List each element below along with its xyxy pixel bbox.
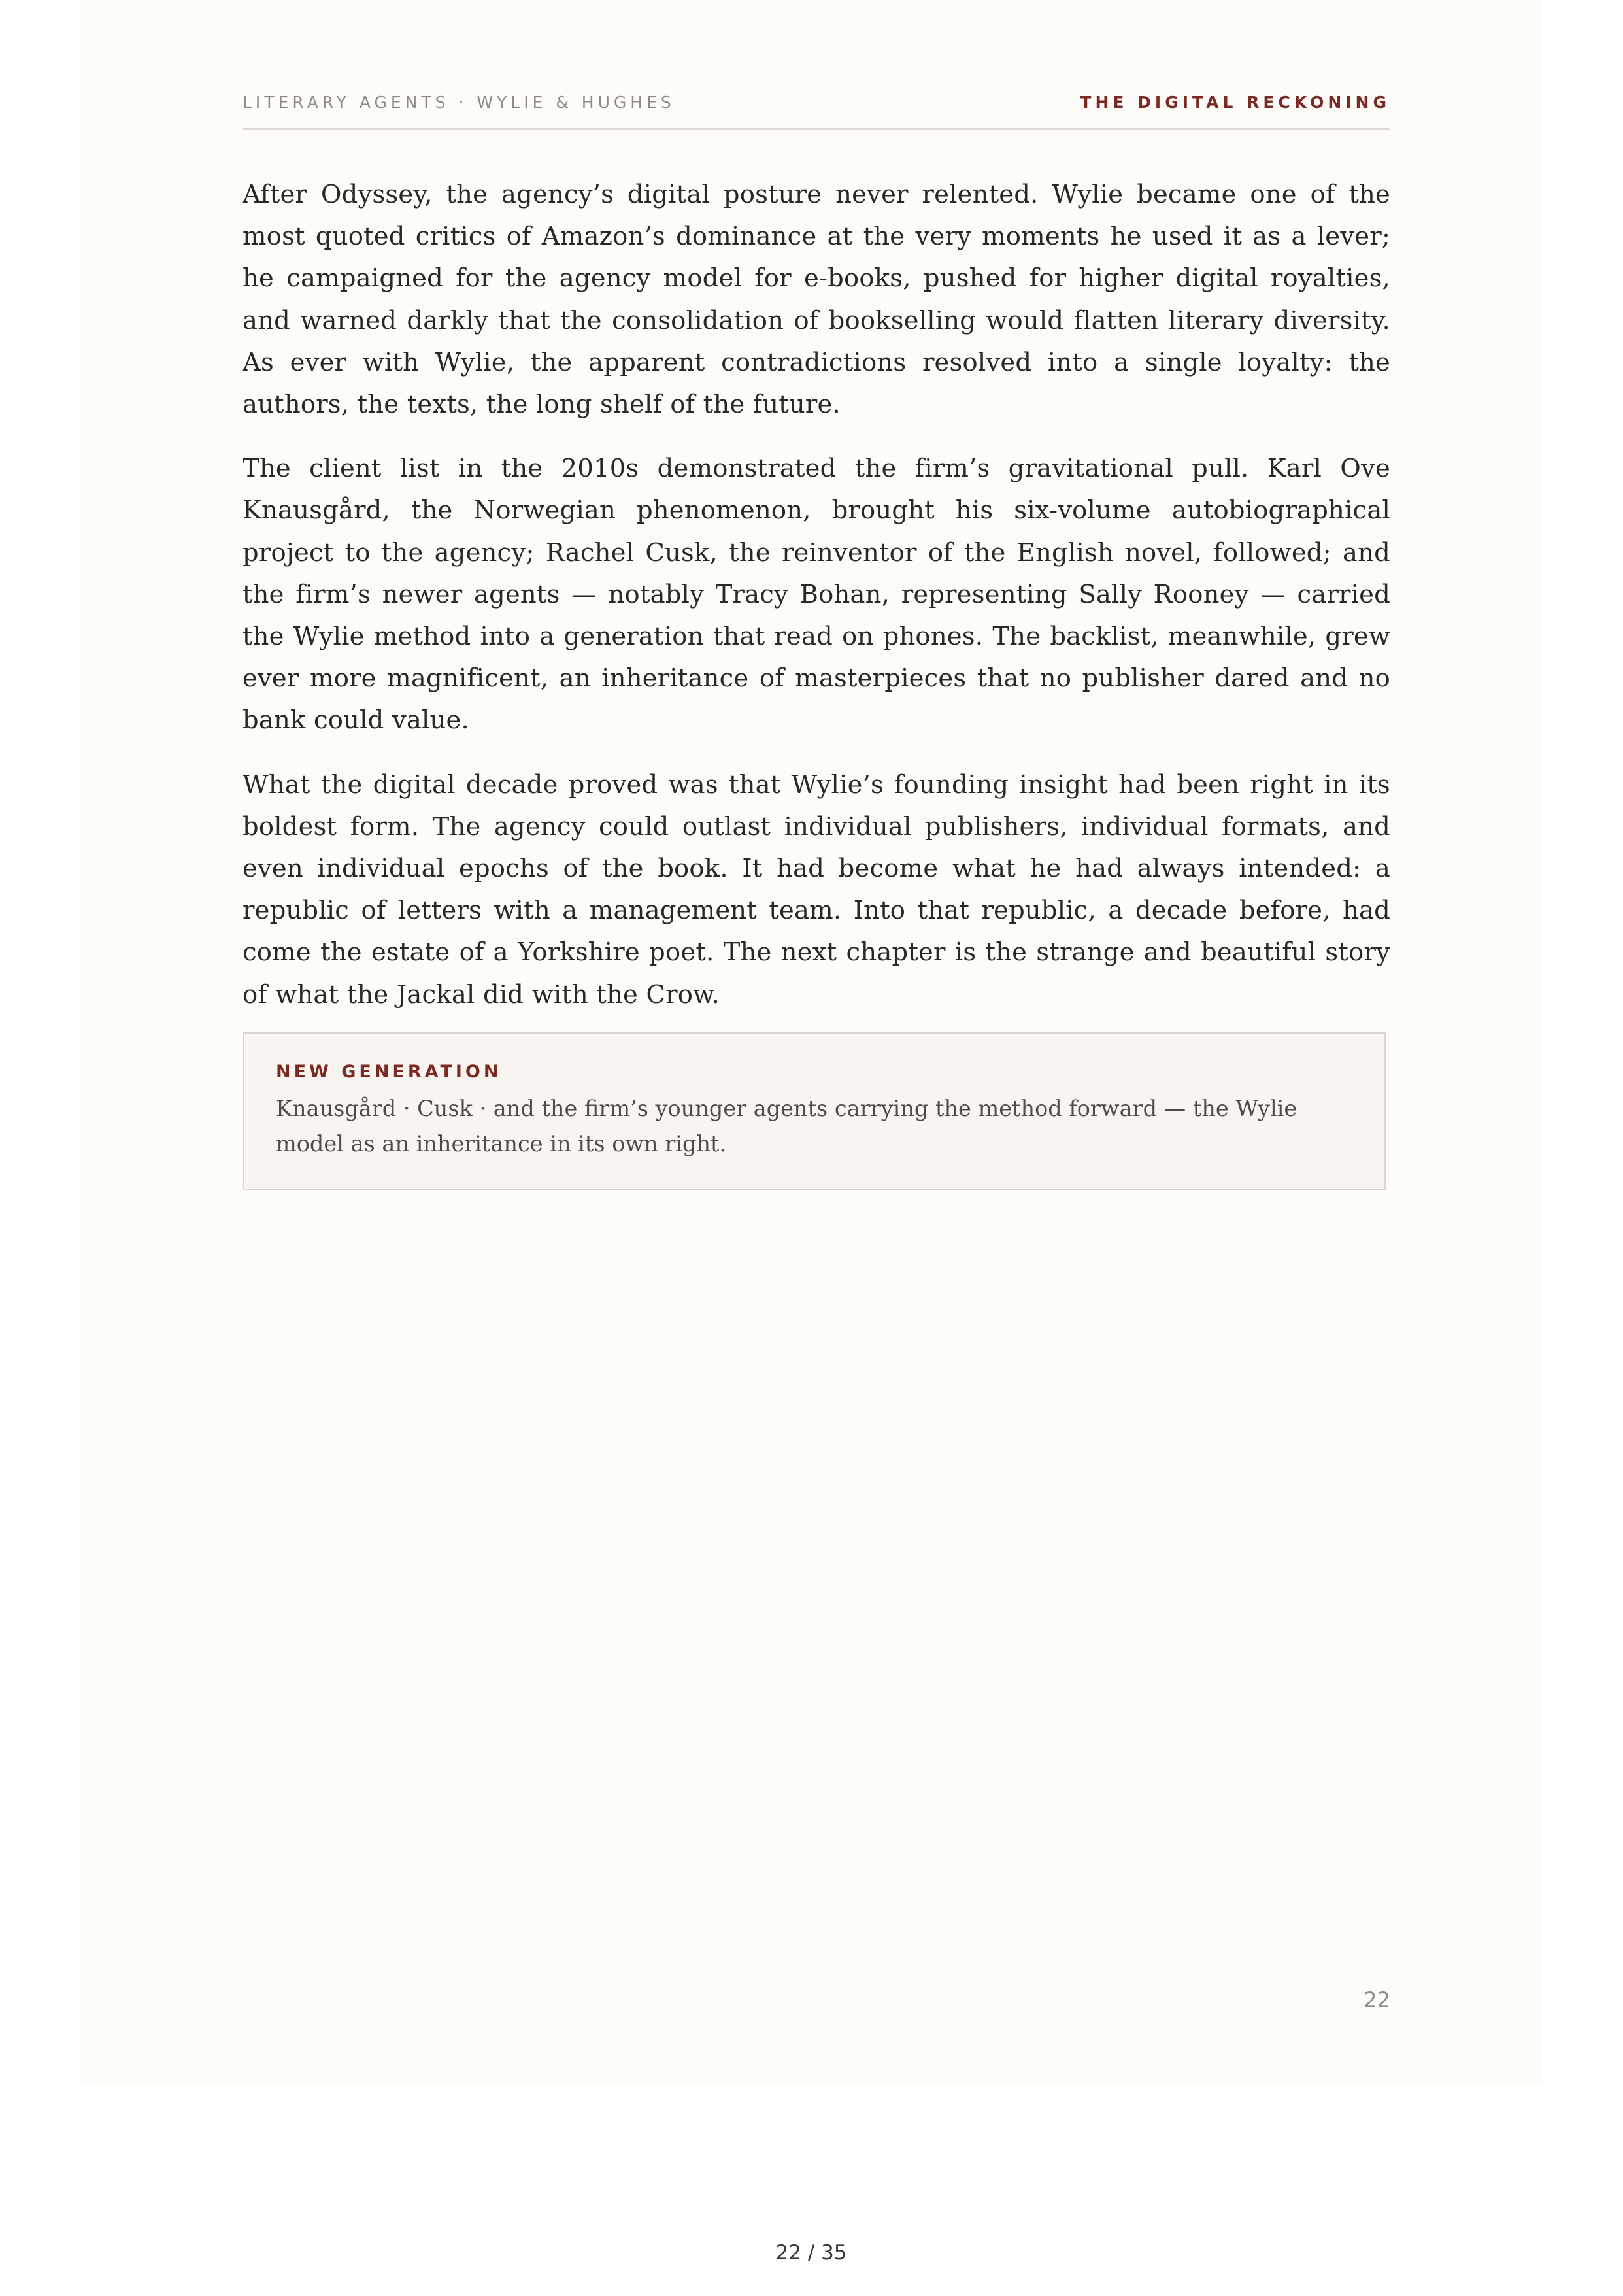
- running-header: [243, 90, 1390, 130]
- paragraph-3: What the digital decade proved was that Wylie’s founding insight had been right in its boldest form. The agency could outlast individual publishers, individual formats, and even individual epochs of the book. It had become what he had always intended: a republic of letters with a management team. Into that republic, a decade before, had come the estate of a Yorkshire poet. The next chapter is the strange and beautiful story of what the Jackal did with the Crow.: [243, 769, 1390, 1009]
- viewer-page-indicator: 22 / 35: [775, 2241, 847, 2265]
- running-header-left: LITERARY AGENTS · WYLIE & HUGHES: [243, 93, 675, 112]
- callout-label: NEW GENERATION: [276, 1062, 502, 1082]
- paragraph-1: After Odyssey, the agency’s digital posture never relented. Wylie became one of the most quoted critics of Amazon’s dominance at the very moments he used it as a lever; he campaigned for the agency model for e-books, pushed for higher digital royalties, and warned darkly that the consolidation of bookselling would flatten literary diversity. As ever with Wylie, the apparent contradictions resolved into a single loyalty: the authors, the texts, the long shelf of the future.: [243, 180, 1390, 420]
- running-header-right: THE DIGITAL RECKONING: [1080, 93, 1390, 112]
- paragraph-2: The client list in the 2010s demonstrated the firm’s gravitational pull. Karl Ove Knausgård, the Norwegian phenomenon, brought his six-volume autobiographical project to the agency; Rachel Cusk, the reinventor of the English novel, followed; and the firm’s newer agents — notably Tracy Bohan, representing Sally Rooney — carried the Wylie method into a generation that read on phones. The backlist, meanwhile, grew ever more magnificent, an inheritance of masterpieces that no publisher dared and no bank could value.: [243, 454, 1390, 735]
- page-number: 22: [1364, 1987, 1390, 2012]
- callout-text: Knausgård · Cusk · and the firm’s younger agents carrying the method forward — the Wylie model as an inheritance in its own right.: [276, 1096, 1297, 1156]
- body-text: [243, 174, 1390, 1038]
- callout-box: [243, 1032, 1386, 1190]
